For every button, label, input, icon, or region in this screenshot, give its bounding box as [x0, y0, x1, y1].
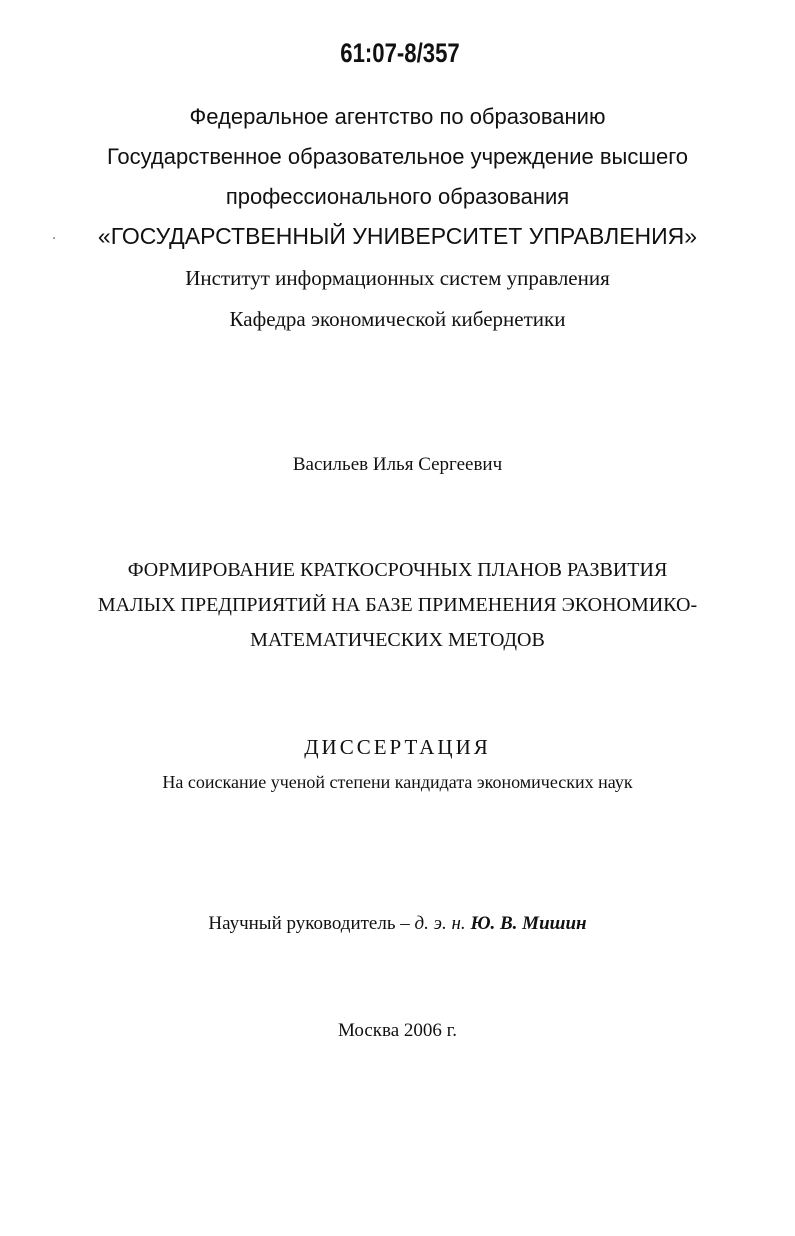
supervisor-label: Научный руководитель –	[208, 913, 415, 934]
institution-line-2: профессионального образования	[225, 184, 570, 209]
thesis-title-line-2: МАЛЫХ ПРЕДПРИЯТИЙ НА БАЗЕ ПРИМЕНЕНИЯ ЭКОНОМИКО-	[97, 594, 698, 616]
institute-name: Институт информационных систем управления	[185, 266, 610, 290]
scan-speck	[53, 237, 55, 239]
archive-code: 61:07-8/357	[340, 38, 460, 68]
supervisor-name: Ю. В. Мишин	[470, 913, 587, 934]
thesis-title-line-1: ФОРМИРОВАНИЕ КРАТКОСРОЧНЫХ ПЛАНОВ РАЗВИТИЯ	[127, 559, 668, 581]
degree-statement: На соискание ученой степени кандидата экономических наук	[162, 772, 633, 792]
author-name: Васильев Илья Сергеевич	[292, 454, 503, 475]
supervisor-degree: д. э. н.	[414, 913, 471, 934]
department-name: Кафедра экономической кибернетики	[229, 307, 566, 331]
document-type: ДИССЕРТАЦИЯ	[304, 735, 491, 759]
thesis-title-line-3: МАТЕМАТИЧЕСКИХ МЕТОДОВ	[250, 629, 545, 651]
institution-line-1: Государственное образовательное учреждение высшего	[106, 144, 688, 169]
university-name: «ГОСУДАРСТВЕННЫЙ УНИВЕРСИТЕТ УПРАВЛЕНИЯ»	[97, 223, 698, 249]
agency-name: Федеральное агентство по образованию	[189, 104, 606, 129]
supervisor-line	[0, 913, 795, 935]
place-and-year: Москва 2006 г.	[337, 1020, 458, 1041]
